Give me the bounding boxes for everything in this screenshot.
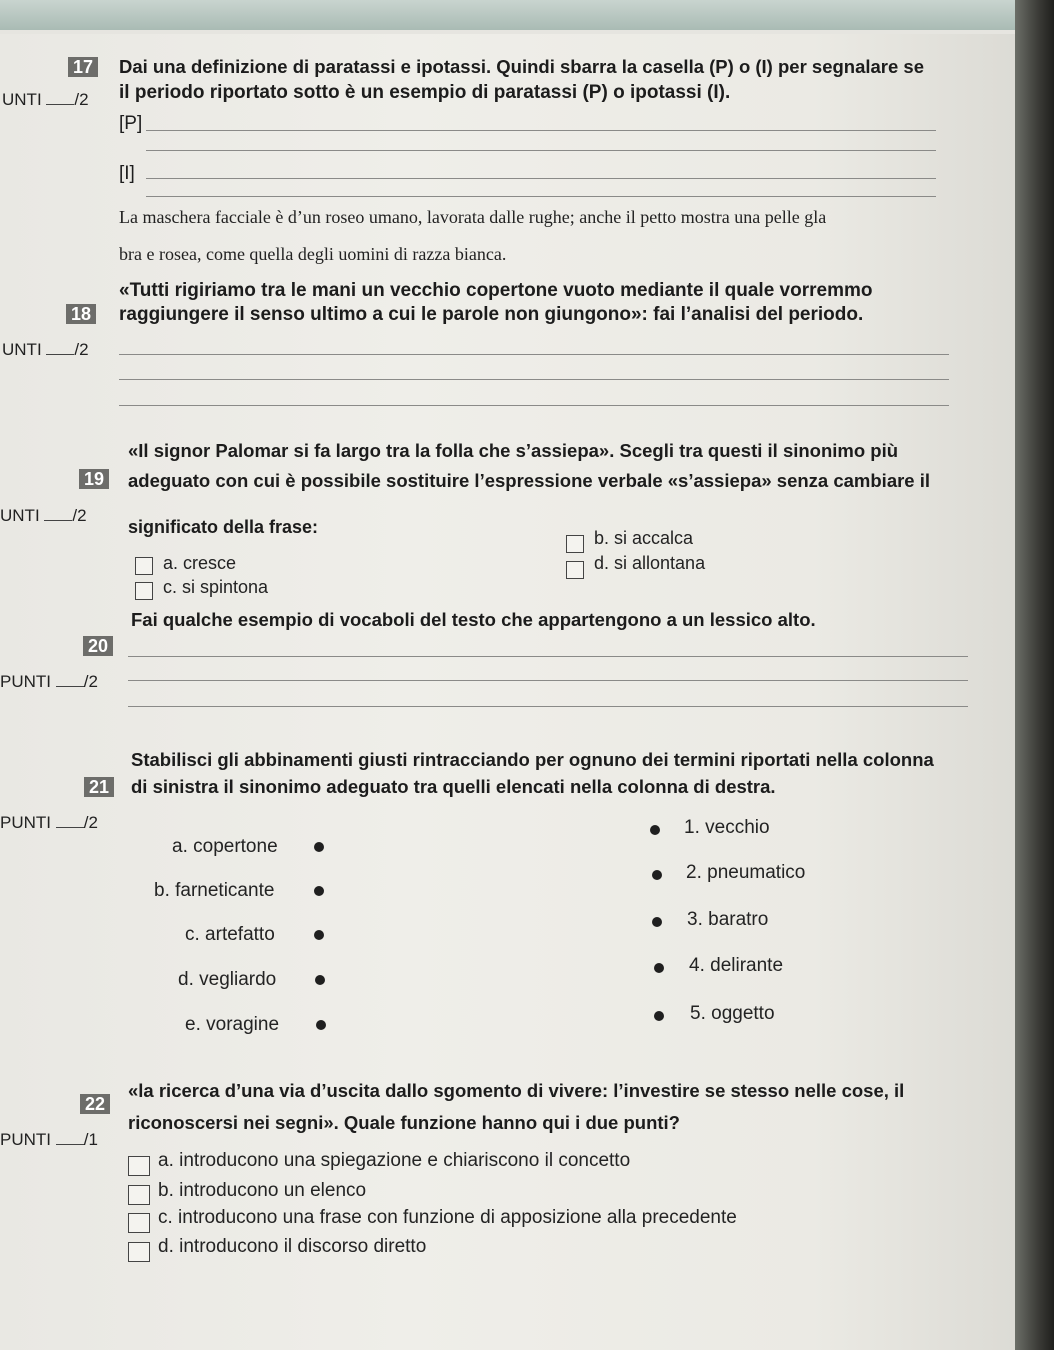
q21-right-5: 5. oggetto [690, 1003, 775, 1024]
q17-punti-label: UNTI [2, 90, 42, 109]
q19-text-line3: significato della frase: [128, 517, 319, 537]
q18-answer-line-3[interactable] [119, 405, 949, 406]
q19-text-line1: «Il signor Palomar si fa largo tra la folla che s’assiepa». Scegli tra questi il sinonimo più [128, 440, 899, 461]
q22-option-c: c. introducono una frase con funzione di apposizione alla precedente [158, 1207, 737, 1228]
q22-number: 22 [80, 1094, 110, 1114]
q18-answer-line-1[interactable] [119, 354, 949, 355]
q22-option-d: d. introducono il discorso diretto [158, 1236, 427, 1257]
q22-punti-max: /1 [83, 1130, 98, 1149]
q19-punti [0, 506, 87, 526]
q20-answer-line-3[interactable] [128, 706, 968, 707]
q21-right-dot-4[interactable] [654, 963, 664, 973]
q21-right-dot-3[interactable] [652, 917, 662, 927]
q22-checkbox-c[interactable] [128, 1213, 150, 1233]
q17-punti-max: /2 [74, 90, 89, 109]
q17-text-line1: Dai una definizione di paratassi e ipotassi. Quindi sbarra la casella (P) o (I) per segnalare se [119, 56, 925, 77]
q21-right-3: 3. baratro [687, 909, 769, 930]
q21-punti-max: /2 [83, 813, 98, 832]
q17-score-blank[interactable] [46, 92, 74, 105]
q17-punti [2, 90, 89, 110]
q20-punti-max: /2 [83, 672, 98, 691]
q21-left-e: e. voragine [185, 1014, 280, 1035]
q21-right-dot-5[interactable] [654, 1011, 664, 1021]
q19-punti-max: /2 [72, 506, 87, 525]
q19-option-a: a. cresce [163, 553, 237, 573]
top-band-divider [0, 30, 1015, 34]
q21-score-blank[interactable] [56, 815, 84, 828]
q21-number: 21 [84, 777, 114, 797]
q17-label-p[interactable]: [P] [119, 113, 143, 134]
q21-text-line2: di sinistra il sinonimo adeguato tra quelli elencati nella colonna di destra. [131, 776, 776, 797]
q18-text-line2: raggiungere il senso ultimo a cui le parole non giungono»: fai l’analisi del periodo. [119, 304, 864, 325]
q20-answer-line-2[interactable] [128, 680, 968, 681]
q21-left-dot-c[interactable] [314, 930, 324, 940]
q18-answer-line-2[interactable] [119, 379, 949, 380]
q19-checkbox-d[interactable] [566, 561, 584, 579]
q21-left-b: b. farneticante [154, 880, 275, 901]
q18-punti [2, 340, 89, 360]
q19-option-b: b. si accalca [594, 528, 694, 548]
q21-left-d: d. vegliardo [178, 969, 277, 990]
q21-left-c: c. artefatto [185, 924, 275, 945]
q22-punti-label: PUNTI [0, 1130, 51, 1149]
q18-text-line1: «Tutti rigiriamo tra le mani un vecchio copertone vuoto mediante il quale vorremmo [119, 280, 873, 301]
q20-answer-line-1[interactable] [128, 656, 968, 657]
q17-answer-line-p[interactable] [146, 130, 936, 131]
q21-text-line1: Stabilisci gli abbinamenti giusti rintracciando per ognuno dei termini riportati nella colonna [131, 749, 934, 770]
top-band [0, 0, 1054, 30]
q19-text-line2: adeguato con cui è possibile sostituire l’espressione verbale «s’assiepa» senza cambiare il [128, 470, 931, 491]
q22-option-a: a. introducono una spiegazione e chiariscono il concetto [158, 1150, 631, 1171]
q18-punti-label: UNTI [2, 340, 42, 359]
q17-answer-line-2[interactable] [146, 150, 936, 151]
q20-punti-label: PUNTI [0, 672, 51, 691]
page-edge [1015, 0, 1054, 1350]
q21-punti [0, 813, 98, 833]
q20-text: Fai qualche esempio di vocaboli del testo che appartengono a un lessico alto. [131, 609, 816, 630]
q21-left-dot-b[interactable] [314, 886, 324, 896]
q19-score-blank[interactable] [44, 508, 72, 521]
q22-text-line2: riconoscersi nei segni». Quale funzione hanno qui i due punti? [128, 1112, 680, 1133]
q21-punti-label: PUNTI [0, 813, 51, 832]
q17-answer-line-4[interactable] [146, 196, 936, 197]
q21-left-dot-a[interactable] [314, 842, 324, 852]
q21-left-a: a. copertone [172, 836, 278, 857]
q17-text-line2: il periodo riportato sotto è un esempio di paratassi (P) o ipotassi (I). [119, 82, 731, 103]
q20-score-blank[interactable] [56, 674, 84, 687]
q22-score-blank[interactable] [56, 1132, 84, 1145]
q17-number: 17 [68, 57, 98, 77]
q21-left-dot-d[interactable] [315, 975, 325, 985]
q22-option-b: b. introducono un elenco [158, 1180, 367, 1201]
q18-score-blank[interactable] [46, 342, 74, 355]
q21-right-dot-1[interactable] [650, 825, 660, 835]
q22-checkbox-a[interactable] [128, 1156, 150, 1176]
q21-right-2: 2. pneumatico [686, 862, 806, 883]
q18-number: 18 [66, 304, 96, 324]
q19-option-d: d. si allontana [594, 553, 706, 573]
q19-number: 19 [79, 469, 109, 489]
q17-answer-line-i[interactable] [146, 178, 936, 179]
q19-checkbox-b[interactable] [566, 535, 584, 553]
q21-right-1: 1. vecchio [684, 817, 770, 838]
q20-number: 20 [83, 636, 113, 656]
q19-punti-label: UNTI [0, 506, 40, 525]
q17-quote-line1: La maschera facciale è d’un roseo umano, lavorata dalle rughe; anche il petto mostra una pelle gla [119, 207, 827, 227]
q19-option-c: c. si spintona [163, 577, 269, 597]
q22-text-line1: «la ricerca d’una via d’uscita dallo sgomento di vivere: l’investire se stesso nelle cose, il [128, 1080, 905, 1101]
q22-checkbox-d[interactable] [128, 1242, 150, 1262]
q21-right-dot-2[interactable] [652, 870, 662, 880]
q21-left-dot-e[interactable] [316, 1020, 326, 1030]
q19-checkbox-c[interactable] [135, 582, 153, 600]
q18-punti-max: /2 [74, 340, 89, 359]
q19-checkbox-a[interactable] [135, 557, 153, 575]
q20-punti [0, 672, 98, 692]
q22-checkbox-b[interactable] [128, 1185, 150, 1205]
q21-right-4: 4. delirante [689, 955, 784, 976]
q17-label-i[interactable]: [I] [119, 163, 135, 184]
q22-punti [0, 1130, 98, 1150]
q17-quote-line2: bra e rosea, come quella degli uomini di razza bianca. [119, 244, 507, 264]
